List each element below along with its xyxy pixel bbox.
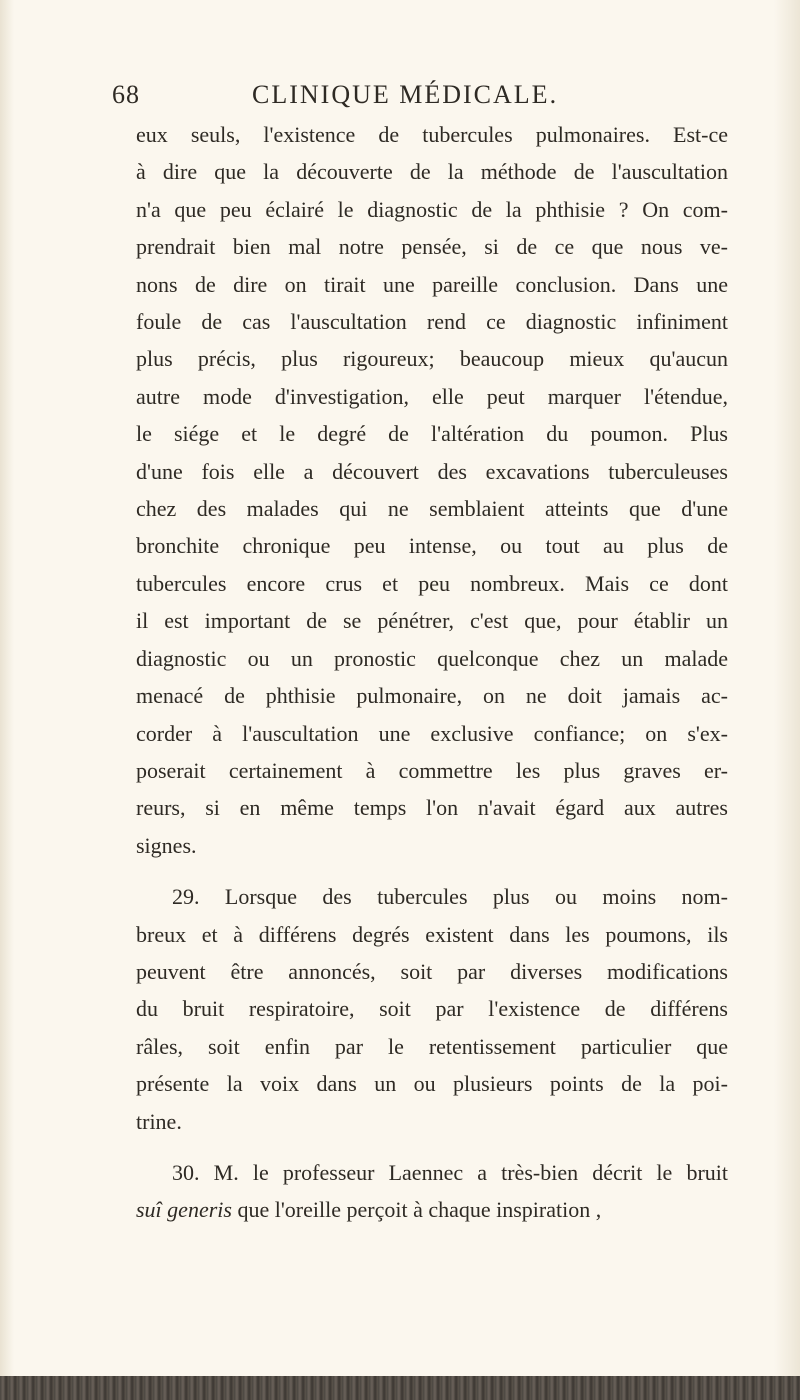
text-line: corder à l'auscultation une exclusive confiance; on s'ex- [136, 720, 728, 746]
text-line: bronchite chronique peu intense, ou tout au plus de [136, 533, 728, 559]
page-edge-left [0, 0, 14, 1400]
text-line: nons de dire on tirait une pareille conclusion. Dans une [136, 271, 728, 297]
paragraph-30 [136, 1154, 728, 1229]
body-text [136, 116, 728, 1229]
text-line: foule de cas l'auscultation rend ce diagnostic infiniment [136, 309, 728, 335]
text-line: diagnostic ou un pronostic quelconque chez un malade [136, 645, 728, 671]
text-line: peuvent être annoncés, soit par diverses modifications [136, 958, 728, 984]
text-line [136, 1191, 728, 1228]
paragraph-29 [136, 878, 728, 1140]
text-line: trine. [136, 1108, 182, 1134]
scan-bottom-band [0, 1376, 800, 1400]
text-line: plus précis, plus rigoureux; beaucoup mieux qu'aucun [136, 346, 728, 372]
page-edge-right [774, 0, 800, 1400]
text-line: n'a que peu éclairé le diagnostic de la phthisie ? On com- [136, 196, 728, 222]
text-line: signes. [136, 832, 197, 858]
text-line: eux seuls, l'existence de tubercules pulmonaires. Est-ce [136, 122, 728, 147]
text-line: chez des malades qui ne semblaient atteints que d'une [136, 496, 728, 522]
text-line: le siége et le degré de l'altération du poumon. Plus [136, 421, 728, 447]
text-line: poserait certainement à commettre les plus graves er- [136, 757, 728, 783]
text-line: reurs, si en même temps l'on n'avait égard aux autres [136, 795, 728, 821]
text-line: breux et à différens degrés existent dans les poumons, ils [136, 921, 728, 947]
text-fragment: que l'oreille perçoit à chaque inspiration , [231, 1197, 602, 1223]
text-line: prendrait bien mal notre pensée, si de ce que nous ve- [136, 234, 728, 260]
running-head: CLINIQUE MÉDICALE. [252, 80, 559, 109]
text-line: râles, soit enfin par le retentissement particulier que [136, 1033, 728, 1059]
text-line: autre mode d'investigation, elle peut marquer l'étendue, [136, 383, 728, 409]
paragraph-continued [136, 116, 728, 864]
text-line: menacé de phthisie pulmonaire, on ne doit jamais ac- [136, 683, 728, 709]
italic-phrase: suî generis [136, 1197, 232, 1223]
text-line: à dire que la découverte de la méthode de l'auscultation [136, 159, 728, 185]
page-header [112, 80, 702, 116]
text-line: du bruit respiratoire, soit par l'existence de différens [136, 996, 728, 1022]
text-line: tubercules encore crus et peu nombreux. Mais ce dont [136, 570, 728, 596]
text-line: 30. M. le professeur Laennec a très-bien décrit le bruit [172, 1159, 728, 1185]
text-line: d'une fois elle a découvert des excavations tuberculeuses [136, 458, 728, 484]
text-line: il est important de se pénétrer, c'est que, pour établir un [136, 608, 728, 634]
text-line: 29. Lorsque des tubercules plus ou moins nom- [172, 884, 728, 910]
text-line: présente la voix dans un ou plusieurs points de la poi- [136, 1071, 728, 1097]
page-number: 68 [112, 80, 140, 109]
